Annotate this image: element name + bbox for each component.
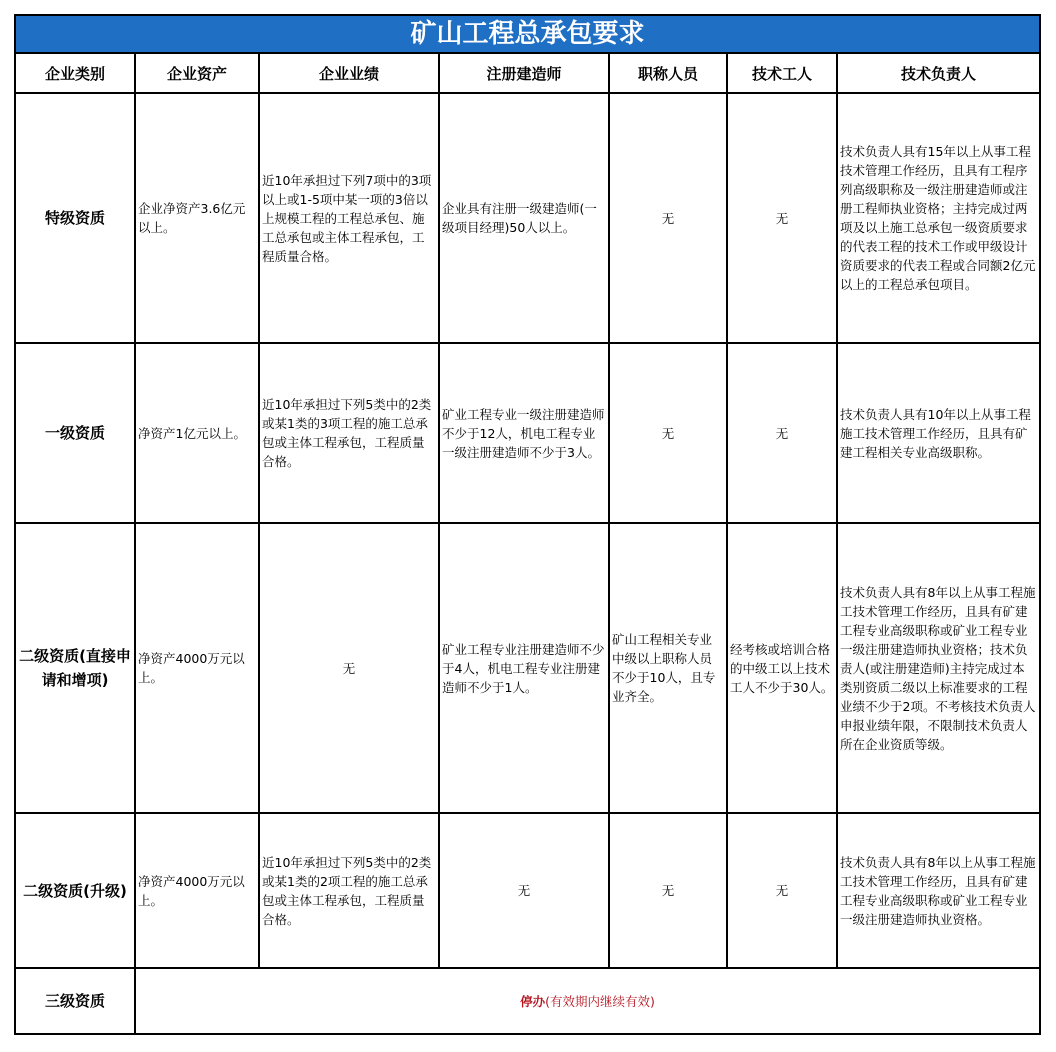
header-assets: 企业资产	[135, 53, 259, 93]
table-row	[15, 813, 1040, 968]
header-constructors: 注册建造师	[439, 53, 609, 93]
row-category: 三级资质	[15, 968, 135, 1034]
table-row	[15, 968, 1040, 1034]
header-workers: 技术工人	[727, 53, 837, 93]
title-row	[15, 15, 1040, 53]
row-performance: 近10年承担过下列5类中的2类或某1类的2项工程的施工总承包或主体工程承包，工程质量合格。	[259, 813, 439, 968]
row-category: 二级资质(直接申请和增项)	[15, 523, 135, 813]
row-tech-lead: 技术负责人具有15年以上从事工程技术管理工作经历，且具有工程序列高级职称及一级注册建造师或注册工程师执业资格；主持完成过两项及以上施工总承包一级资质要求的代表工程的技术工作或甲级设计资质要求的代表工程或合同额2亿元以上的工程总承包项目。	[837, 93, 1040, 343]
row-tech-lead: 技术负责人具有8年以上从事工程施工技术管理工作经历，且具有矿建工程专业高级职称或矿业工程专业一级注册建造师执业资格。	[837, 813, 1040, 968]
requirements-table	[14, 14, 1041, 1035]
row-titled-staff: 无	[609, 813, 727, 968]
header-titled-staff: 职称人员	[609, 53, 727, 93]
suspended-status: 停办	[520, 993, 546, 1009]
row-assets: 净资产4000万元以上。	[135, 813, 259, 968]
row-constructors: 企业具有注册一级建造师(一级项目经理)50人以上。	[439, 93, 609, 343]
row-workers: 经考核或培训合格的中级工以上技术工人不少于30人。	[727, 523, 837, 813]
row-performance: 近10年承担过下列5类中的2类或某1类的3项工程的施工总承包或主体工程承包，工程质量合格。	[259, 343, 439, 523]
requirements-sheet	[14, 14, 1039, 1035]
row-titled-staff: 无	[609, 343, 727, 523]
row-category: 二级资质(升级)	[15, 813, 135, 968]
table-row	[15, 93, 1040, 343]
header-tech-lead: 技术负责人	[837, 53, 1040, 93]
row-workers: 无	[727, 813, 837, 968]
table-row	[15, 523, 1040, 813]
header-category: 企业类别	[15, 53, 135, 93]
row-performance: 无	[259, 523, 439, 813]
row-assets: 净资产4000万元以上。	[135, 523, 259, 813]
row-performance: 近10年承担过下列7项中的3项以上或1-5项中某一项的3倍以上规模工程的工程总承包、施工总承包或主体工程承包，工程质量合格。	[259, 93, 439, 343]
row-constructors: 无	[439, 813, 609, 968]
row-tech-lead: 技术负责人具有10年以上从事工程施工技术管理工作经历，且具有矿建工程相关专业高级职称。	[837, 343, 1040, 523]
row-assets: 净资产1亿元以上。	[135, 343, 259, 523]
header-row	[15, 53, 1040, 93]
row-assets: 企业净资产3.6亿元以上。	[135, 93, 259, 343]
suspended-note: (有效期内继续有效)	[545, 993, 655, 1009]
row-category: 一级资质	[15, 343, 135, 523]
header-performance: 企业业绩	[259, 53, 439, 93]
row-category: 特级资质	[15, 93, 135, 343]
row-workers: 无	[727, 343, 837, 523]
row-titled-staff: 无	[609, 93, 727, 343]
row-constructors: 矿业工程专业一级注册建造师不少于12人，机电工程专业一级注册建造师不少于3人。	[439, 343, 609, 523]
row-titled-staff: 矿山工程相关专业中级以上职称人员不少于10人，且专业齐全。	[609, 523, 727, 813]
row-constructors: 矿业工程专业注册建造师不少于4人，机电工程专业注册建造师不少于1人。	[439, 523, 609, 813]
table-row	[15, 343, 1040, 523]
suspended-cell	[135, 968, 1040, 1034]
row-tech-lead: 技术负责人具有8年以上从事工程施工技术管理工作经历，且具有矿建工程专业高级职称或矿业工程专业一级注册建造师执业资格；技术负责人(或注册建造师)主持完成过本类别资质二级以上标准要求的工程业绩不少于2项。不考核技术负责人申报业绩年限，不限制技术负责人所在企业资质等级。	[837, 523, 1040, 813]
row-workers: 无	[727, 93, 837, 343]
page-title: 矿山工程总承包要求	[15, 15, 1040, 53]
